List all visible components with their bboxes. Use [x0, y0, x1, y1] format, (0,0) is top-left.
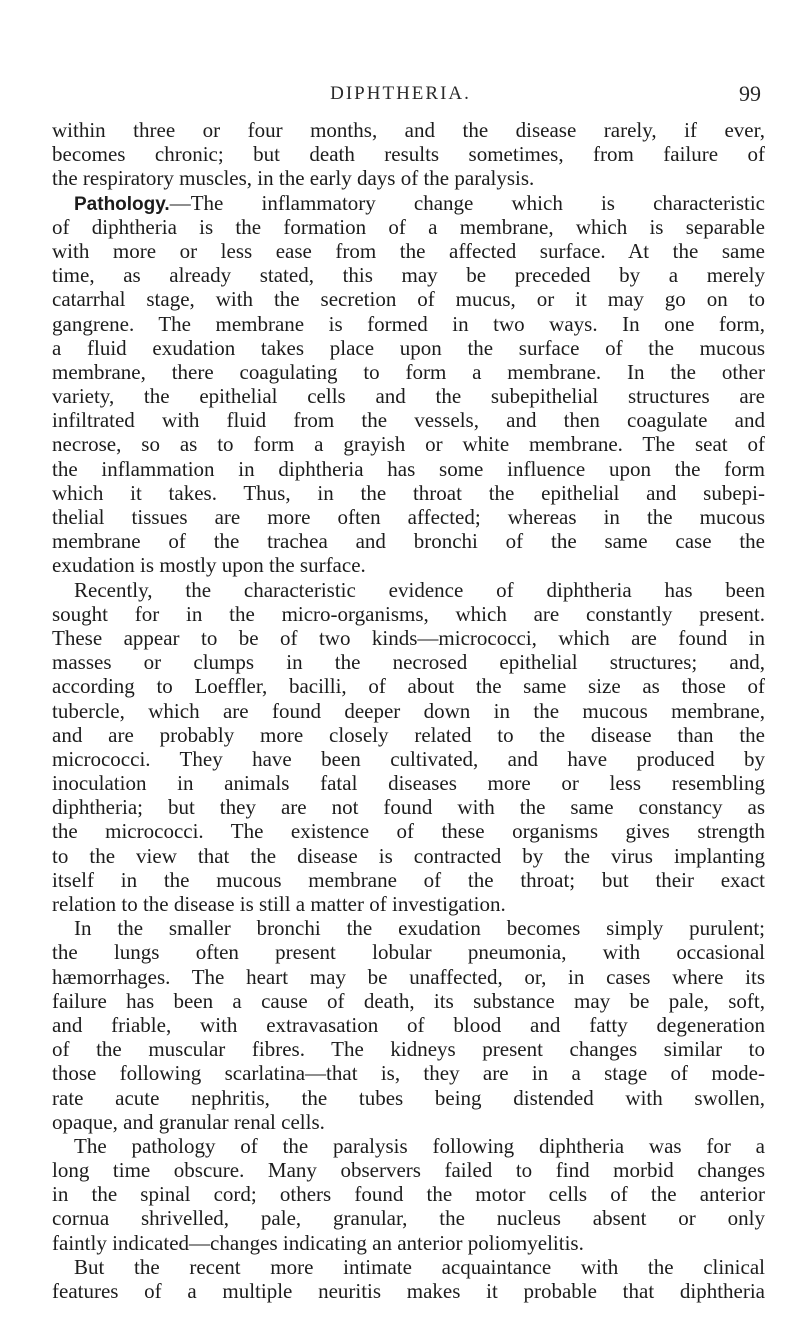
- line-text: Recently, the characteristic evidence of diphtheria has been: [74, 577, 765, 602]
- text-line: [52, 505, 765, 529]
- page-number: 99: [739, 81, 761, 106]
- text-line: [52, 360, 765, 384]
- line-text: the inflammation in diphtheria has some influence upon the form: [52, 456, 765, 481]
- line-text: with more or less ease from the affected surface. At the same: [52, 238, 765, 263]
- text-line: [52, 1158, 765, 1182]
- text-line: [52, 1279, 765, 1303]
- running-title: DIPHTHERIA.: [330, 83, 471, 104]
- text-line: [52, 215, 765, 239]
- line-text: features of a multiple neuritis makes it probable that diphtheria: [52, 1279, 765, 1303]
- line-text: the respiratory muscles, in the early days of the paralysis.: [52, 166, 535, 191]
- line-text: But the recent more intimate acquaintance with the clinical: [74, 1254, 765, 1279]
- line-text: membrane, there coagulating to form a membrane. In the other: [52, 359, 765, 384]
- paragraph: [52, 916, 765, 1134]
- line-text: diphtheria; but they are not found with the same constancy as: [52, 795, 765, 820]
- text-line: [52, 312, 765, 336]
- line-text: becomes chronic; but death results sometimes, from failure of: [52, 142, 765, 167]
- line-text: of diphtheria is the formation of a membrane, which is separable: [52, 214, 765, 239]
- line-text: sought for in the micro-organisms, which are constantly present.: [52, 601, 765, 626]
- text-line: [52, 118, 765, 142]
- line-text: gangrene. The membrane is formed in two ways. In one form,: [52, 311, 765, 336]
- line-text: tubercle, which are found deeper down in the mucous membrane,: [52, 698, 765, 723]
- line-text: the micrococci. The existence of these organisms gives strength: [52, 819, 765, 844]
- text-line: [52, 1013, 765, 1037]
- text-line: [52, 1134, 765, 1158]
- text-line: [52, 1182, 765, 1206]
- text-line: [52, 384, 765, 408]
- text-line: [52, 578, 765, 602]
- text-line: [52, 553, 765, 577]
- line-text: These appear to be of two kinds—micrococci, which are found in: [52, 625, 765, 650]
- line-text: relation to the disease is still a matter of investigation.: [52, 892, 506, 916]
- text-line: [52, 674, 765, 698]
- text-line: [52, 626, 765, 650]
- line-text: In the smaller bronchi the exudation becomes simply purulent;: [74, 916, 765, 941]
- text-line: [52, 868, 765, 892]
- line-text: in the spinal cord; others found the motor cells of the anterior: [52, 1182, 765, 1207]
- line-text: and are probably more closely related to the disease than the: [52, 722, 765, 747]
- text-line: [52, 940, 765, 964]
- body-text: [52, 118, 765, 1303]
- line-text: infiltrated with fluid from the vessels, and then coagulate and: [52, 408, 765, 433]
- line-text: variety, the epithelial cells and the subepithelial structures are: [52, 384, 765, 409]
- text-line: [52, 1086, 765, 1110]
- text-line: [52, 1110, 765, 1134]
- line-text: exudation is mostly upon the surface.: [52, 553, 366, 578]
- paragraph: [52, 118, 765, 191]
- line-text: which it takes. Thus, in the throat the epithelial and subepi-: [52, 480, 765, 505]
- text-line: [52, 529, 765, 553]
- text-line: [52, 191, 765, 215]
- text-line: [52, 1037, 765, 1061]
- text-line: [52, 771, 765, 795]
- text-line: [52, 1061, 765, 1085]
- line-text: long time obscure. Many observers failed to find morbid changes: [52, 1158, 765, 1183]
- text-line: [52, 699, 765, 723]
- line-text: masses or clumps in the necrosed epithelial structures; and,: [52, 650, 765, 675]
- line-text: —The inflammatory change which is characteristic: [169, 190, 765, 215]
- line-text: and friable, with extravasation of blood and fatty degeneration: [52, 1012, 765, 1037]
- text-line: [52, 142, 765, 166]
- line-text: micrococci. They have been cultivated, and have produced by: [52, 746, 765, 771]
- text-line: [52, 916, 765, 940]
- paragraph: [52, 191, 765, 578]
- line-text: of the muscular fibres. The kidneys present changes similar to: [52, 1037, 765, 1062]
- line-text: itself in the mucous membrane of the throat; but their exact: [52, 867, 765, 892]
- text-line: [52, 819, 765, 843]
- text-line: [52, 336, 765, 360]
- section-heading: Pathology.: [74, 193, 170, 215]
- line-text: to the view that the disease is contracted by the virus implanting: [52, 843, 765, 868]
- line-text: faintly indicated—changes indicating an anterior poliomyelitis.: [52, 1230, 584, 1255]
- paragraph: [52, 578, 765, 917]
- line-text: failure has been a cause of death, its substance may be pale, soft,: [52, 988, 765, 1013]
- text-line: [52, 747, 765, 771]
- line-text: rate acute nephritis, the tubes being distended with swollen,: [52, 1085, 765, 1110]
- line-text: inoculation in animals fatal diseases more or less resembling: [52, 771, 765, 796]
- line-text: time, as already stated, this may be preceded by a merely: [52, 263, 765, 288]
- line-text: within three or four months, and the disease rarely, if ever,: [52, 118, 765, 142]
- text-line: [52, 239, 765, 263]
- text-line: [52, 1206, 765, 1230]
- text-line: [52, 844, 765, 868]
- text-line: [52, 1231, 765, 1255]
- text-line: [52, 432, 765, 456]
- line-text: thelial tissues are more often affected; whereas in the mucous: [52, 505, 765, 529]
- text-line: [52, 408, 765, 432]
- text-line: [52, 650, 765, 674]
- line-text: those following scarlatina—that is, they are in a stage of mode-: [52, 1061, 765, 1086]
- line-text: hæmorrhages. The heart may be unaffected, or, in cases where its: [52, 964, 765, 989]
- running-head: [0, 80, 801, 108]
- line-text: according to Loeffler, bacilli, of about the same size as those of: [52, 674, 765, 699]
- line-text: membrane of the trachea and bronchi of the same case the: [52, 529, 765, 554]
- text-line: [52, 287, 765, 311]
- text-line: [52, 457, 765, 481]
- line-text: catarrhal stage, with the secretion of mucus, or it may go on to: [52, 287, 765, 312]
- text-line: [52, 481, 765, 505]
- line-text: cornua shrivelled, pale, granular, the nucleus absent or only: [52, 1206, 765, 1231]
- text-line: [52, 723, 765, 747]
- text-line: [52, 965, 765, 989]
- paragraph: [52, 1134, 765, 1255]
- text-line: [52, 166, 765, 190]
- text-line: [52, 263, 765, 287]
- text-line: [52, 1255, 765, 1279]
- line-text: opaque, and granular renal cells.: [52, 1109, 325, 1134]
- line-text: necrose, so as to form a grayish or white membrane. The seat of: [52, 432, 765, 457]
- line-text: the lungs often present lobular pneumonia, with occasional: [52, 940, 765, 965]
- text-line: [52, 892, 765, 916]
- text-line: [52, 795, 765, 819]
- line-text: The pathology of the paralysis following diphtheria was for a: [74, 1133, 765, 1158]
- line-text: a fluid exudation takes place upon the surface of the mucous: [52, 335, 765, 360]
- text-line: [52, 989, 765, 1013]
- text-line: [52, 602, 765, 626]
- paragraph: [52, 1255, 765, 1303]
